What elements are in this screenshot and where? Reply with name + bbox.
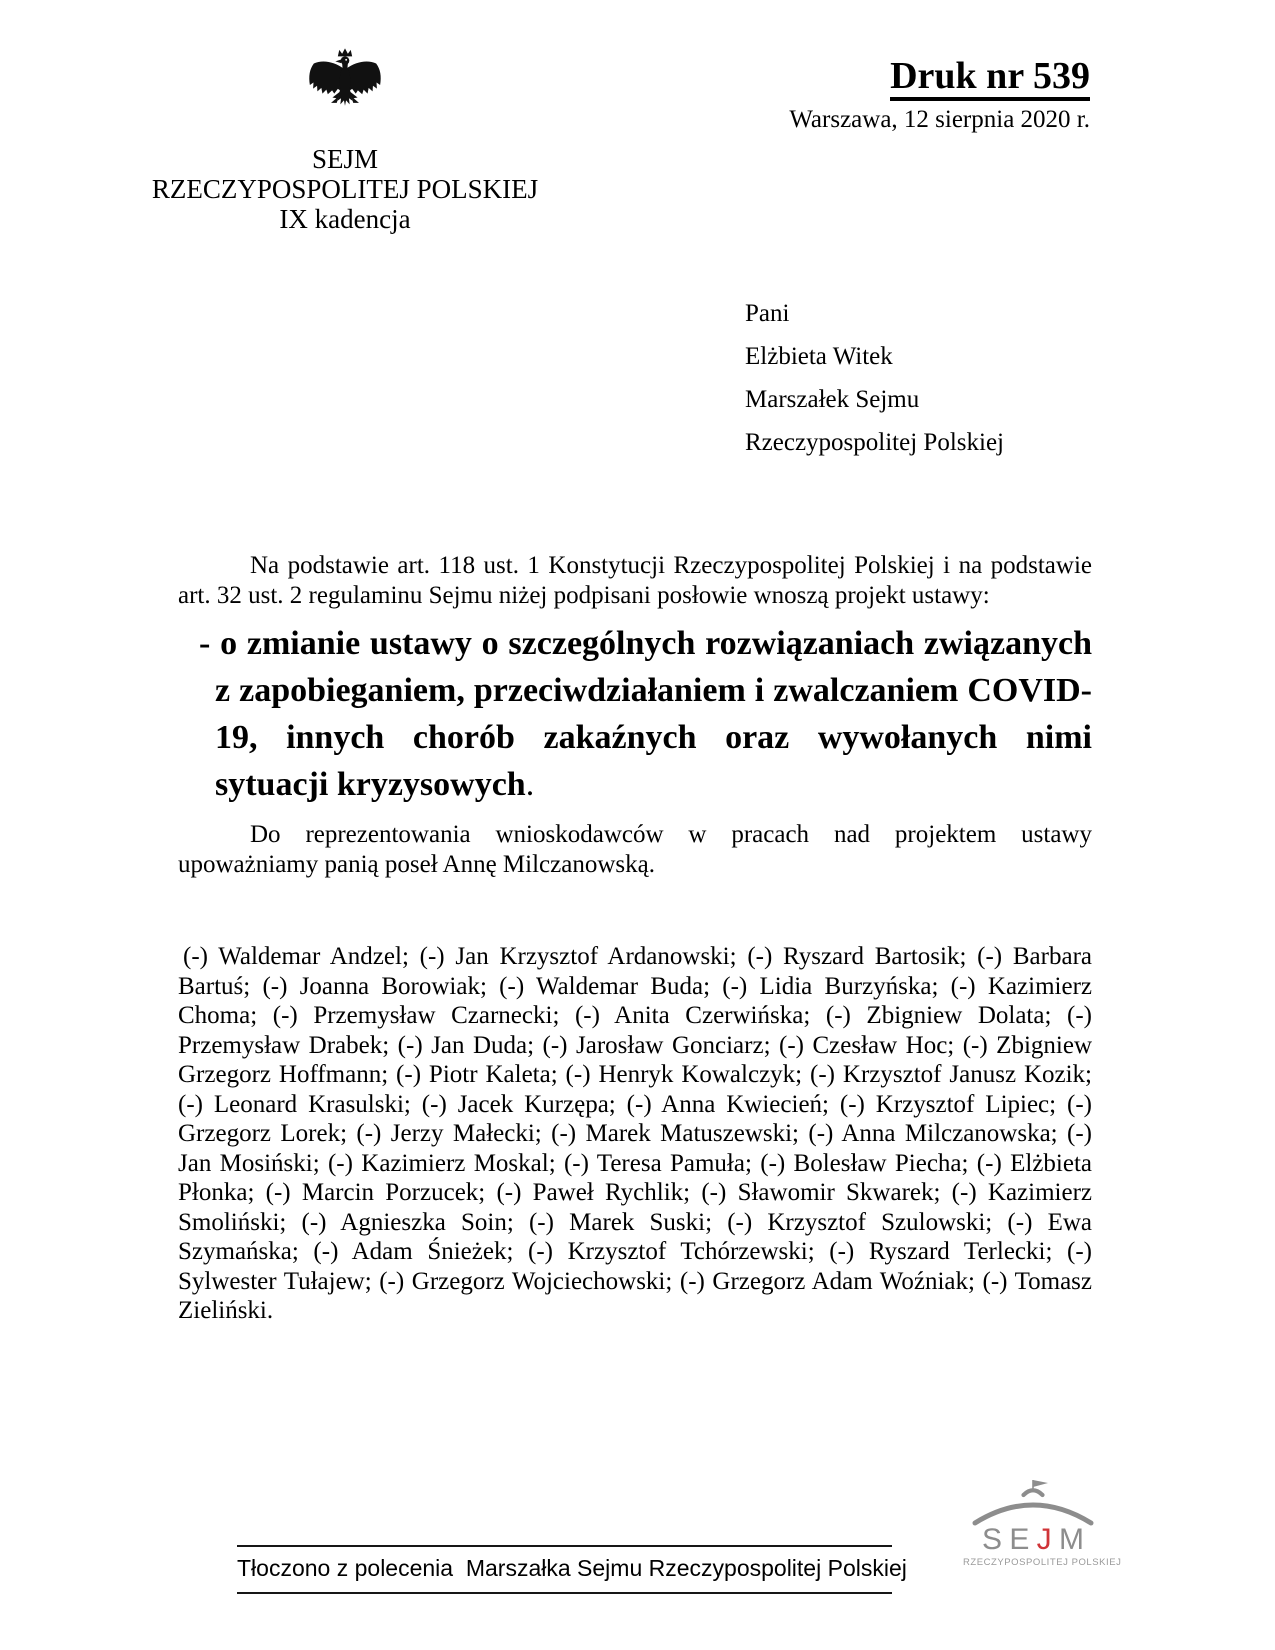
logo-letter-j: J: [1036, 1523, 1052, 1556]
sejm-logo-subtitle: RZECZYPOSPOLITEJ POLSKIEJ: [963, 1557, 1122, 1568]
logo-letter-m: M: [1058, 1523, 1084, 1556]
institution-term-line: IX kadencja: [279, 204, 411, 234]
document-body: [178, 551, 1092, 1326]
logo-letter-e: E: [1009, 1523, 1030, 1556]
sejm-logo-letters: [982, 1524, 1084, 1556]
representation-paragraph: Do reprezentowania wnioskodawców w pracach nad projektem ustawy upoważniamy panią poseł Annę Milczanowską.: [178, 821, 1092, 878]
print-number: Druk nr 539: [890, 56, 1090, 101]
header-institution-block: [120, 46, 570, 234]
institution-name-line2: RZECZYPOSPOLITEJ POLSKIEJ: [151, 174, 539, 204]
signatories-paragraph: (-) Waldemar Andzel; (-) Jan Krzysztof Ardanowski; (-) Ryszard Bartosik; (-) Barbara Bartuś; (-) Joanna Borowiak; (-) Waldemar Buda; (-) Lidia Burzyńska; (-) Kazimierz Choma; (-) Przemysław Czarnecki; (-) Anita Czerwińska; (-) Zbigniew Dolata; (-) Przemysław Drabek; (-) Jan Duda; (-) Jarosław Gonciarz; (-) Czesław Hoc; (-) Zbigniew Grzegorz Hoffmann; (-) Piotr Kaleta; (-) Henryk Kowalczyk; (-) Krzysztof Janusz Kozik; (-) Leonard Krasulski; (-) Jacek Kurzępa; (-) Anna Kwiecień; (-) Krzysztof Lipiec; (-) Grzegorz Lorek; (-) Jerzy Małecki; (-) Marek Matuszewski; (-) Anna Milczanowska; (-) Jan Mosiński; (-) Kazimierz Moskal; (-) Teresa Pamuła; (-) Bolesław Piecha; (-) Elżbieta Płonka; (-) Marcin Porzucek; (-) Paweł Rychlik; (-) Sławomir Skwarek; (-) Kazimierz Smoliński; (-) Agnieszka Soin; (-) Marek Suski; (-) Krzysztof Szulowski; (-) Ewa Szymańska; (-) Adam Śnieżek; (-) Krzysztof Tchórzewski; (-) Ryszard Terlecki; (-) Sylwester Tułajew; (-) Grzegorz Wojciechowski; (-) Grzegorz Adam Woźniak; (-) Tomasz Zieliński.: [178, 943, 1092, 1324]
intro-paragraph: Na podstawie art. 118 ust. 1 Konstytucji Rzeczypospolitej Polskiej i na podstawie art. 32 ust. 2 regulaminu Sejmu niżej podpisani posłowie wnoszą projekt ustawy:: [178, 552, 1092, 609]
polish-eagle-icon: [302, 46, 388, 134]
addressee-block: [745, 292, 1004, 464]
addressee-title-line2: Rzeczypospolitej Polskiej: [745, 429, 1004, 456]
addressee-title-line1: Marszałek Sejmu: [745, 386, 920, 413]
imprint-note: Tłoczono z polecenia Marszałka Sejmu Rzeczypospolitej Polskiej: [237, 1545, 892, 1594]
sejm-logo: [963, 1478, 1122, 1568]
bill-title-text: o zmianie ustawy o szczególnych rozwiązaniach związanych z zapobieganiem, przeciwdziałaniem i zwalczaniem COVID-19, innych chorób zakaźnych oraz wywołanych nimi sytuacji kryzysowych: [215, 625, 1092, 803]
bill-title-dash: -: [199, 625, 211, 662]
bill-title: [178, 620, 1092, 808]
header-print-block: [789, 56, 1090, 135]
addressee-salutation: Pani: [745, 300, 790, 327]
institution-name-line1: SEJM: [311, 144, 379, 174]
place-date: Warszawa, 12 sierpnia 2020 r.: [789, 106, 1090, 133]
bill-title-period: .: [525, 766, 535, 803]
addressee-name: Elżbieta Witek: [745, 343, 893, 370]
logo-letter-s: S: [982, 1523, 1003, 1556]
